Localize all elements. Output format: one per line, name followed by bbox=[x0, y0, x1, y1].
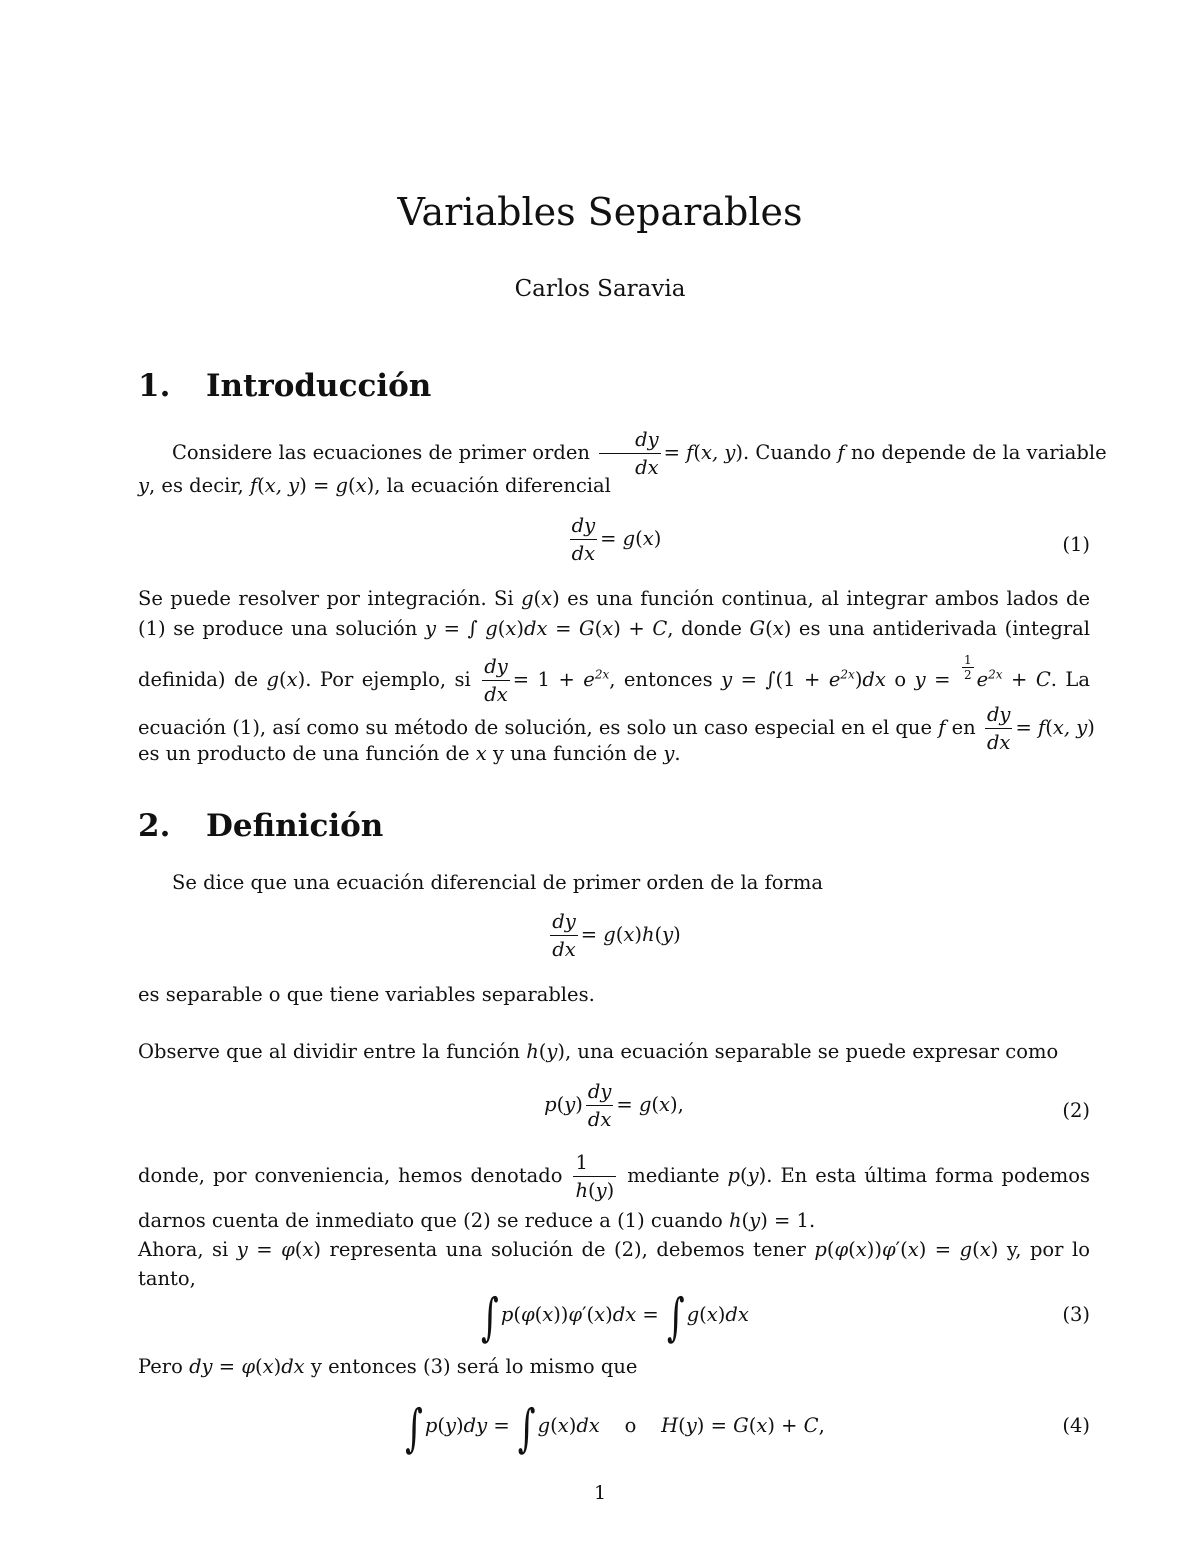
paragraph-line: donde, por conveniencia, hemos denotado $\frac{1}{h(y)}$ mediante p(y). En esta última forma podemos bbox=[138, 1151, 1091, 1202]
equation-2: p(y) $\frac{dy}{dx}$ = g(x), (2) bbox=[544, 1080, 1090, 1131]
equation-4: ∫ p(y)dy = ∫ g(x)dx o H(y) = G(x) + C, (4) bbox=[405, 1399, 1090, 1459]
paragraph-line: Pero dy = φ(x)dx y entonces (3) será lo mismo que bbox=[138, 1355, 638, 1378]
paragraph-line: y, es decir, f(x, y) = g(x), la ecuación diferencial bbox=[138, 474, 611, 497]
paragraph-line: Se dice que una ecuación diferencial de primer orden de la forma bbox=[172, 871, 823, 894]
equation-1: $\frac{dy}{dx}$ = g(x) (1) bbox=[571, 514, 1090, 565]
paragraph-line: es un producto de una función de x y una función de y. bbox=[138, 742, 681, 765]
section-number: 1. bbox=[138, 368, 171, 404]
equation-number: (1) bbox=[1062, 533, 1090, 556]
section-title: Definición bbox=[206, 808, 384, 844]
fraction-dy-dx: $\frac{dy}{dx}$ bbox=[599, 430, 661, 477]
paragraph-line: es separable o que tiene variables separables. bbox=[138, 983, 595, 1006]
equation-number: (2) bbox=[1062, 1099, 1090, 1122]
paragraph-line: Ahora, si y = φ(x) representa una solución de (2), debemos tener p(φ(x))φ′(x) = g(x) y, por lo bbox=[138, 1238, 1090, 1261]
paragraph-line: Considere las ecuaciones de primer orden $\frac{dy}{dx}$ = f(x, y). Cuando f no depende de la variable bbox=[172, 428, 1107, 479]
section-number: 2. bbox=[138, 808, 171, 844]
equation-3: ∫ p(φ(x))φ′(x)dx = ∫ g(x)dx (3) bbox=[481, 1288, 1090, 1348]
section-heading-2 bbox=[138, 808, 383, 844]
paragraph-line: (1) se produce una solución y = ∫ g(x)dx = G(x) + C, donde G(x) es una antiderivada (integral bbox=[138, 617, 1091, 640]
paragraph-line: Observe que al dividir entre la función h(y), una ecuación separable se puede expresar como bbox=[138, 1040, 1059, 1063]
section-title: Introducción bbox=[206, 368, 432, 404]
equation-number: (4) bbox=[1062, 1414, 1090, 1437]
document-author: Carlos Saravia bbox=[514, 276, 686, 302]
paragraph-line: definida) de g(x). Por ejemplo, si $\frac{dy}{dx}$ = $1 + e^{2x}$, entonces $y = \int(1 + e^{2x})dx$ o y = $\frac{1}{2}$ $e^{2x} + C$. La bbox=[138, 653, 1091, 706]
document-title: Variables Separables bbox=[397, 190, 803, 234]
page-number: 1 bbox=[593, 1482, 607, 1504]
paragraph-line: tanto, bbox=[138, 1267, 196, 1290]
equation-separable-form: $\frac{dy}{dx}$ = g(x)h(y) bbox=[552, 910, 681, 961]
paragraph-line: Se puede resolver por integración. Si g(x) es una función continua, al integrar ambos lados de bbox=[138, 587, 1090, 610]
paragraph-line: ecuación (1), así como su método de solución, es solo un caso especial en el que f en $\frac{dy}{dx}$ = f(x, y) bbox=[138, 703, 1095, 754]
section-heading-1 bbox=[138, 368, 431, 404]
paragraph-line: darnos cuenta de inmediato que (2) se reduce a (1) cuando h(y) = 1. bbox=[138, 1209, 816, 1232]
equation-number: (3) bbox=[1062, 1303, 1090, 1326]
